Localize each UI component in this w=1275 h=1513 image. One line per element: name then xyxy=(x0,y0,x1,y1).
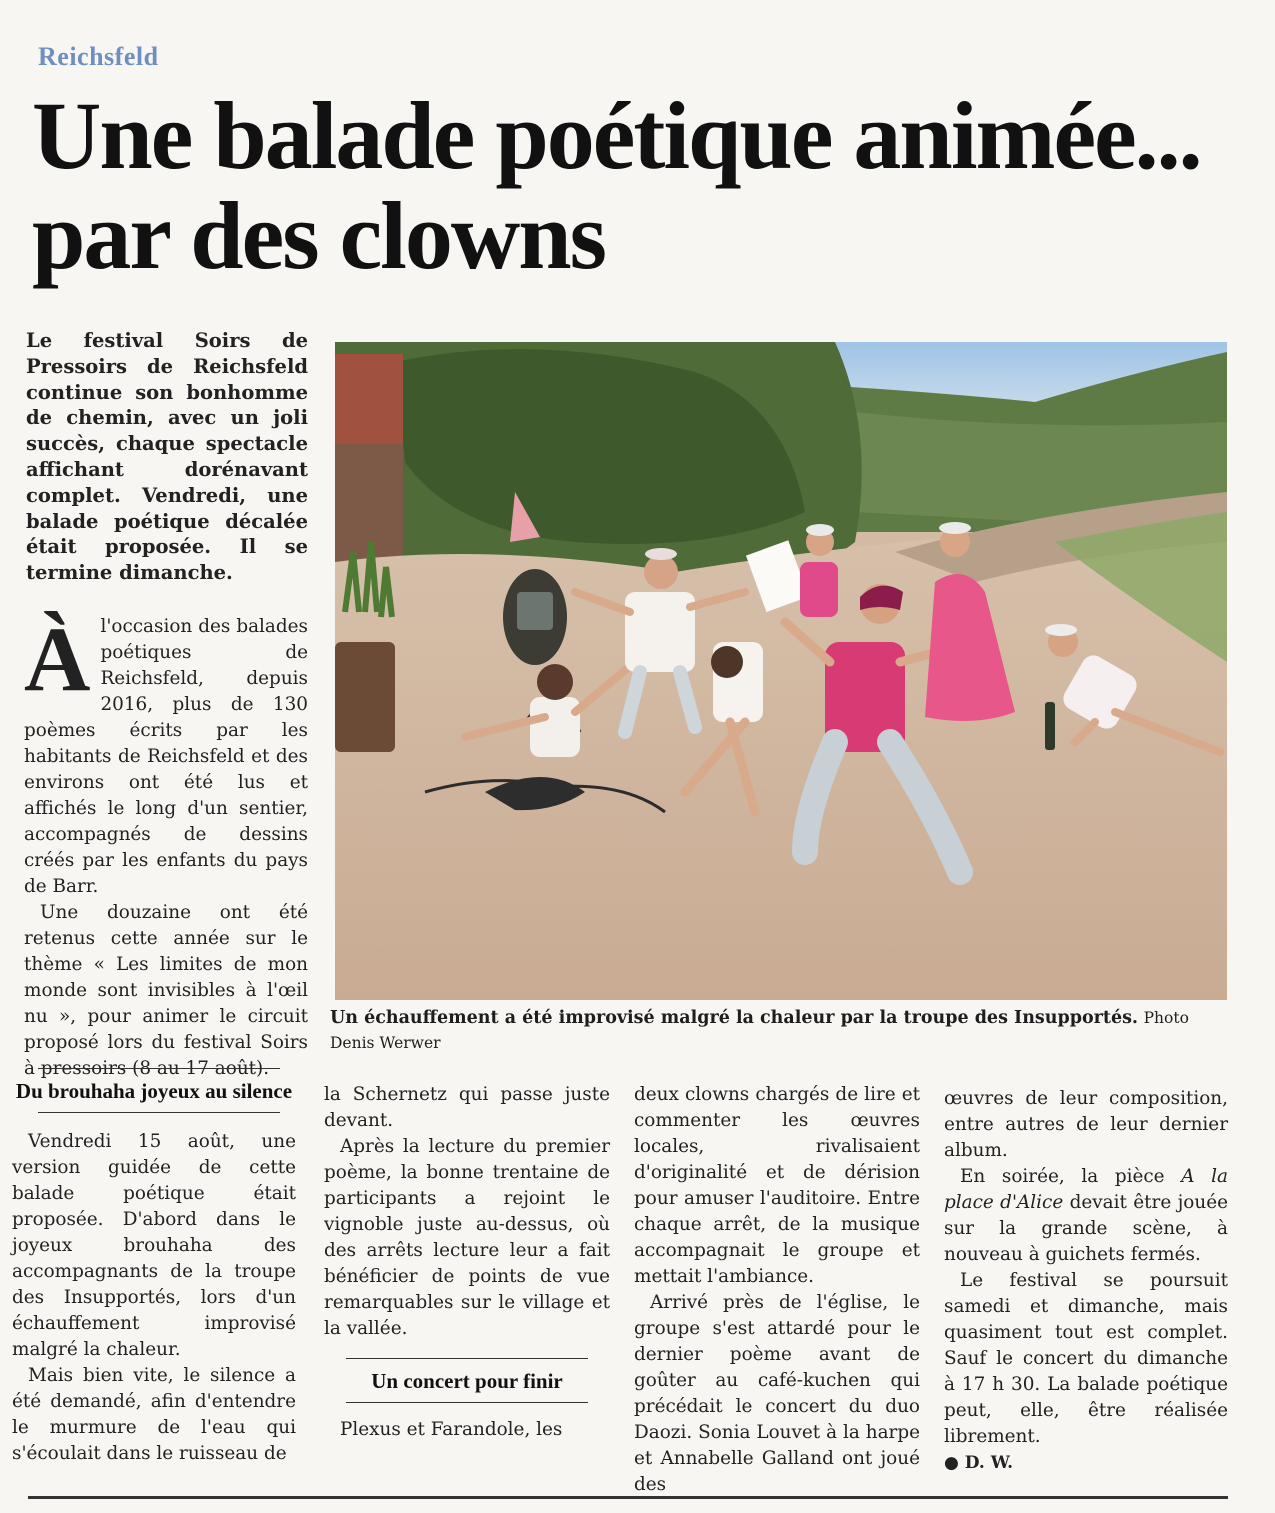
col1-paragraph-1 xyxy=(24,608,308,900)
subhead2-rule-bottom xyxy=(346,1402,588,1403)
col3-paragraph-2: Arrivé près de l'église, le groupe s'est attardé pour le dernier poème avant de goûter au café-kuchen qui précédait le concert du duo Daozi. Sonia Louvet à la harpe et Annabelle Galland ont joué des xyxy=(634,1292,920,1495)
subhead-concert: Un concert pour finir xyxy=(371,1369,563,1393)
dropcap: À xyxy=(24,608,91,710)
clowns-photo-illustration xyxy=(335,342,1227,1000)
subhead-brouhaha: Du brouhaha joyeux au silence xyxy=(15,1079,293,1103)
photo-caption xyxy=(330,1006,1230,1056)
col4-p2-end: devait être jouée sur la grande scène, à nouveau à guichets fermés. xyxy=(944,1192,1228,1265)
col4-paragraph-3: Le festival se poursuit samedi et dimanche, mais quasiment tout est complet. Sauf le concert du dimanche à 17 h 30. La balade poétique peut, elle, être réalisée librement. xyxy=(944,1270,1228,1447)
author-signature: ● D. W. xyxy=(944,1453,1014,1473)
col4-paragraph-1: œuvres de leur composition, entre autres de leur dernier album. xyxy=(944,1088,1228,1161)
play-title: A la place d'Alice xyxy=(944,1166,1228,1213)
column-3 xyxy=(634,1082,920,1498)
caption-text: Un échauffement a été improvisé malgré la chaleur par la troupe des Insupportés. xyxy=(330,1008,1139,1028)
section-rubric: Reichsfeld xyxy=(38,42,159,71)
page-bottom-rule xyxy=(28,1496,1228,1499)
column-1-bottom xyxy=(12,1068,296,1467)
col1-paragraph-2: Une douzaine ont été retenus cette année sur le thème « Les limites de mon monde sont invisibles à l'œil nu », pour animer le circuit proposé lors du festival Soirs à pressoirs (8 au 17 août). xyxy=(24,902,308,1079)
lead-paragraph: Le festival Soirs de Pressoirs de Reichsfeld continue son bonhomme de chemin, avec un joli succès, chaque spectacle affichant dorénavant complet. Vendredi, une balade poétique décalée était proposée. Il se termine dimanche. xyxy=(26,329,308,585)
col1-p1-text: l'occasion des balades poétiques de Reichsfeld, depuis 2016, plus de 130 poèmes écrits par les habitants de Reichsfeld et des environs ont été lus et affichés le long d'un sentier, accompagnés de dessins créés par les enfants du pays de Barr. xyxy=(24,616,308,897)
column-2 xyxy=(324,1082,610,1443)
article-photo xyxy=(335,342,1227,1000)
col2-paragraph-2: Après la lecture du premier poème, la bonne trentaine de participants a rejoint le vignoble juste au-dessus, où des arrêts lecture leur a fait bénéficier de points de vue remarquables sur le village et la vallée. xyxy=(324,1136,610,1339)
col1b-paragraph-1: Vendredi 15 août, une version guidée de cette balade poétique était proposée. D'abord dans le joyeux brouhaha des accompagnants de la troupe des Insupportés, lors d'un échauffement improvisé malgré la chaleur. xyxy=(12,1131,296,1360)
col3-paragraph-1: deux clowns chargés de lire et commenter les œuvres locales, rivalisaient d'originalité et de dérision pour amuser l'auditoire. Entre chaque arrêt, de la musique accompagnait le groupe et mettait l'ambiance. xyxy=(634,1084,920,1287)
col4-paragraph-2 xyxy=(944,1164,1228,1268)
column-1-top xyxy=(24,608,308,1082)
column-4 xyxy=(944,1086,1228,1476)
col1b-paragraph-2: Mais bien vite, le silence a été demandé, afin d'entendre le murmure de l'eau qui s'écoulait dans le ruisseau de xyxy=(12,1365,296,1464)
col4-p2-start: En soirée, la pièce xyxy=(960,1166,1165,1187)
headline: Une balade poétique animée... par des clowns xyxy=(32,82,1201,289)
col2-paragraph-3: Plexus et Farandole, les xyxy=(340,1419,563,1440)
col2-paragraph-1: la Schernetz qui passe juste devant. xyxy=(324,1084,610,1131)
subhead-rule-bottom xyxy=(38,1112,280,1113)
photo-credit: Photo Denis Werwer xyxy=(330,1009,1189,1052)
